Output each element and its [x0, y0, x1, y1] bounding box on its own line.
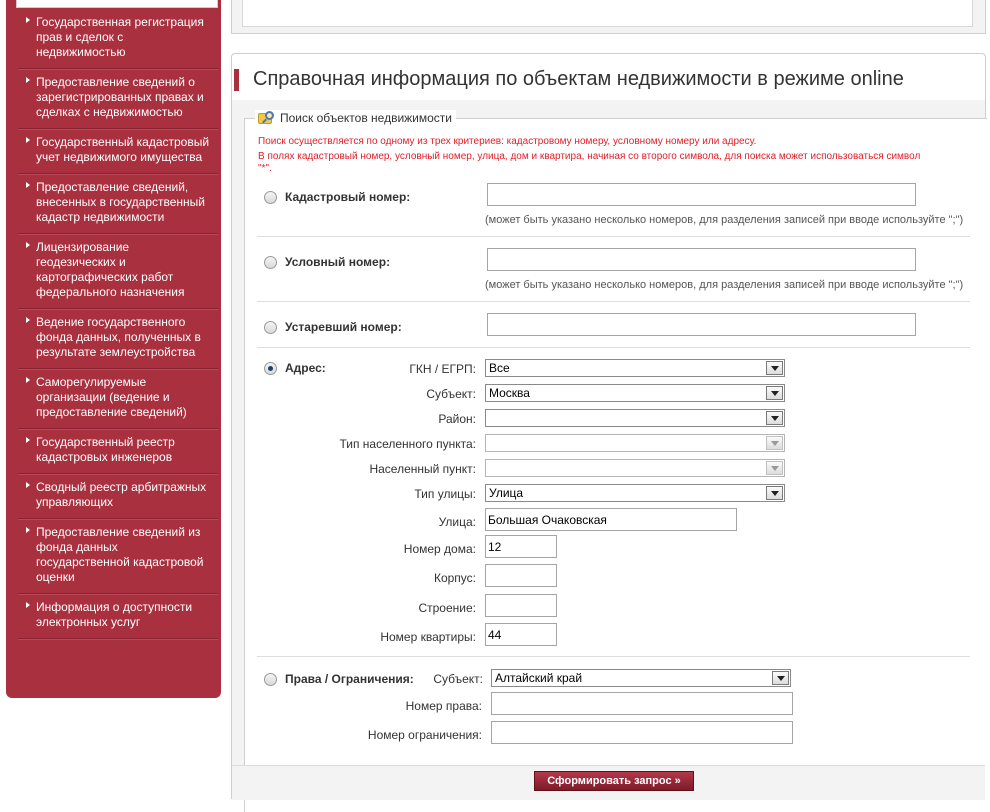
right-number-input[interactable]: [491, 692, 793, 715]
rights-subject-select[interactable]: [491, 669, 791, 687]
subject-select-value: Москва: [489, 386, 530, 400]
arrow-right-icon: [26, 77, 30, 83]
sidebar-item-label: Ведение государственного фонда данных, полученных в результате землеустройства: [36, 315, 201, 359]
address-label: Адрес:: [285, 361, 326, 375]
legend-label: Поиск объектов недвижимости: [280, 111, 453, 125]
settlement-type-label: Тип населенного пункта:: [339, 437, 476, 451]
settlement-label: Населенный пункт:: [369, 462, 476, 476]
sidebar-item-label: Предоставление сведений, внесенных в государственный кадастр недвижимости: [36, 180, 206, 224]
sidebar-item[interactable]: [18, 69, 218, 129]
sidebar-item[interactable]: [18, 234, 218, 309]
conditional-hint: (может быть указано несколько номеров, для разделения записей при вводе используйте ";"): [485, 279, 964, 291]
street-label: Улица:: [438, 515, 476, 529]
sidebar-item-label: Государственная регистрация прав и сделок с недвижимостью: [36, 15, 204, 59]
search-note: Поиск осуществляется по одному из трех критериев: кадастровому номеру, условному номеру или адресу.: [258, 136, 757, 147]
divider: [257, 236, 970, 237]
sidebar-item-label: Информация о доступности электронных услуг: [36, 600, 193, 629]
rights-subject-label: Субъект:: [433, 672, 483, 686]
arrow-right-icon: [26, 437, 30, 443]
restriction-number-input[interactable]: [491, 721, 793, 744]
previous-content-box: [231, 0, 986, 34]
sidebar-item[interactable]: [18, 594, 218, 639]
arrow-right-icon: [26, 242, 30, 248]
rights-label: Права / Ограничения:: [285, 672, 414, 686]
building-label: Корпус:: [433, 571, 476, 585]
house-label: Номер дома:: [403, 542, 476, 556]
arrow-right-icon: [26, 137, 30, 143]
obsolete-number-input[interactable]: [487, 313, 916, 336]
sidebar-item[interactable]: [18, 9, 218, 69]
previous-content-inner: [242, 0, 973, 27]
radio-cadastral[interactable]: [264, 191, 277, 204]
settlement-type-select[interactable]: [485, 434, 785, 452]
building-input[interactable]: [485, 564, 557, 587]
street-type-label: Тип улицы:: [414, 487, 476, 501]
fieldset-legend: [255, 110, 456, 126]
sidebar-item[interactable]: [18, 129, 218, 174]
search-note-wildcard: В полях кадастровый номер, условный номер, улица, дом и квартира, начиная со второго символа, для поиска может использоваться символ: [258, 151, 921, 162]
sidebar-item-label: Сводный реестр арбитражных управляющих: [36, 480, 207, 509]
arrow-right-icon: [26, 377, 30, 383]
right-number-label: Номер права:: [405, 699, 482, 713]
subject-label: Субъект:: [426, 387, 476, 401]
radio-address[interactable]: [264, 362, 277, 375]
sidebar-item[interactable]: [18, 474, 218, 519]
structure-label: Строение:: [418, 601, 476, 615]
sidebar-item-label: Государственный реестр кадастровых инженеров: [36, 435, 175, 464]
restriction-number-label: Номер ограничения:: [367, 728, 482, 742]
sidebar-nav: [18, 9, 218, 639]
sidebar-top-strip: [16, 0, 218, 8]
apartment-label: Номер квартиры:: [380, 630, 476, 644]
sidebar-item[interactable]: [18, 429, 218, 474]
sidebar-item-label: Предоставление сведений из фонда данных государственной кадастровой оценки: [36, 525, 204, 584]
divider: [257, 656, 970, 657]
sidebar-item[interactable]: [18, 369, 218, 429]
radio-obsolete[interactable]: [264, 321, 277, 334]
conditional-number-input[interactable]: [487, 248, 916, 271]
radio-rights[interactable]: [264, 673, 277, 686]
chevron-down-icon[interactable]: [766, 436, 783, 450]
rights-subject-select-value: Алтайский край: [495, 671, 583, 685]
arrow-right-icon: [26, 527, 30, 533]
settlement-select[interactable]: [485, 459, 785, 477]
sidebar-item-label: Государственный кадастровый учет недвижимого имущества: [36, 135, 210, 164]
sidebar-item-label: Лицензирование геодезических и картографических работ федерального назначения: [36, 240, 185, 299]
obsolete-label: Устаревший номер:: [285, 320, 402, 334]
search-panel: [231, 53, 986, 799]
sidebar-item-label: Предоставление сведений о зарегистрированных правах и сделках с недвижимостью: [36, 75, 204, 119]
cadastral-hint: (может быть указано несколько номеров, для разделения записей при вводе используйте ";"): [485, 214, 964, 226]
divider: [257, 347, 970, 348]
arrow-right-icon: [26, 602, 30, 608]
title-accent-bar: [234, 69, 239, 91]
cadastral-number-input[interactable]: [487, 183, 916, 206]
apartment-input[interactable]: [485, 623, 557, 646]
subject-select[interactable]: [485, 384, 785, 402]
page-title: Справочная информация по объектам недвижимости в режиме online: [253, 68, 904, 90]
gkn-label: ГКН / ЕГРП:: [409, 362, 476, 376]
search-fieldset: [244, 111, 987, 812]
arrow-right-icon: [26, 317, 30, 323]
district-label: Район:: [438, 412, 476, 426]
submit-request-button[interactable]: Сформировать запрос »: [534, 771, 694, 791]
chevron-down-icon[interactable]: [766, 461, 783, 475]
district-select[interactable]: [485, 409, 785, 427]
chevron-down-icon[interactable]: [766, 486, 783, 500]
gkn-select-value: Все: [489, 361, 510, 375]
street-input[interactable]: [485, 508, 737, 531]
sidebar-item[interactable]: [18, 309, 218, 369]
arrow-right-icon: [26, 482, 30, 488]
arrow-right-icon: [26, 17, 30, 23]
sidebar-item-label: Саморегулируемые организации (ведение и предоставление сведений): [36, 375, 187, 419]
folder-search-icon: [257, 110, 277, 126]
chevron-down-icon[interactable]: [772, 671, 789, 685]
sidebar-item[interactable]: [18, 174, 218, 234]
search-note-wildcard-symbol: "*".: [258, 163, 272, 174]
chevron-down-icon[interactable]: [766, 411, 783, 425]
divider: [257, 301, 970, 302]
chevron-down-icon[interactable]: [766, 361, 783, 375]
sidebar: [6, 0, 221, 698]
panel-header: [232, 54, 985, 100]
structure-input[interactable]: [485, 594, 557, 617]
sidebar-item[interactable]: [18, 519, 218, 594]
submit-bar: [232, 765, 985, 800]
street-type-select[interactable]: [485, 484, 785, 502]
radio-conditional[interactable]: [264, 256, 277, 269]
house-number-input[interactable]: [485, 535, 557, 558]
cadastral-label: Кадастровый номер:: [285, 190, 411, 204]
arrow-right-icon: [26, 182, 30, 188]
street-type-select-value: Улица: [489, 486, 524, 500]
chevron-down-icon[interactable]: [766, 386, 783, 400]
conditional-label: Условный номер:: [285, 255, 391, 269]
gkn-select[interactable]: [485, 359, 785, 377]
